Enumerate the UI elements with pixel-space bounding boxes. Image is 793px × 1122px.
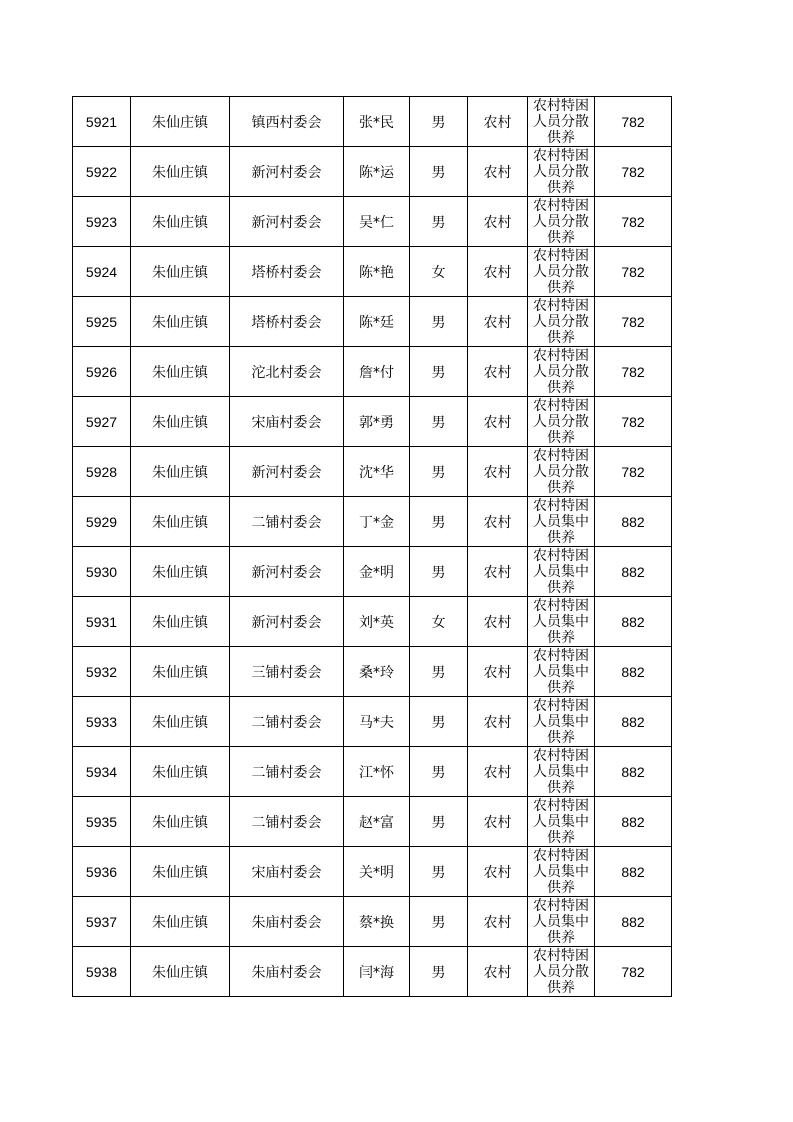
- cell-type: 农村: [468, 147, 528, 197]
- cell-town: 朱仙庄镇: [131, 97, 230, 147]
- cell-town: 朱仙庄镇: [131, 147, 230, 197]
- cell-category: [528, 97, 595, 147]
- cell-amount: 882: [595, 547, 672, 597]
- cell-gender: 男: [410, 347, 468, 397]
- cell-name: 桑*玲: [344, 647, 410, 697]
- cell-gender: 男: [410, 297, 468, 347]
- cell-gender: 男: [410, 447, 468, 497]
- table-row: [73, 347, 672, 397]
- table-row: [73, 247, 672, 297]
- cell-gender: 男: [410, 497, 468, 547]
- cell-name: 沈*华: [344, 447, 410, 497]
- cell-category: [528, 297, 595, 347]
- category-text: 农村特困人员集中供养: [533, 648, 589, 696]
- cell-name: 陈*艳: [344, 247, 410, 297]
- cell-id: 5931: [73, 597, 131, 647]
- cell-name: 江*怀: [344, 747, 410, 797]
- cell-name: 陈*廷: [344, 297, 410, 347]
- cell-type: 农村: [468, 747, 528, 797]
- category-text: 农村特困人员集中供养: [533, 798, 589, 846]
- cell-category: [528, 247, 595, 297]
- cell-gender: 男: [410, 697, 468, 747]
- table-row: [73, 547, 672, 597]
- cell-town: 朱仙庄镇: [131, 647, 230, 697]
- cell-type: 农村: [468, 297, 528, 347]
- cell-gender: 女: [410, 247, 468, 297]
- cell-type: 农村: [468, 697, 528, 747]
- cell-town: 朱仙庄镇: [131, 597, 230, 647]
- table-row: [73, 747, 672, 797]
- cell-amount: 782: [595, 347, 672, 397]
- cell-id: 5928: [73, 447, 131, 497]
- cell-town: 朱仙庄镇: [131, 747, 230, 797]
- cell-amount: 782: [595, 397, 672, 447]
- cell-type: 农村: [468, 397, 528, 447]
- cell-category: [528, 547, 595, 597]
- cell-id: 5923: [73, 197, 131, 247]
- cell-category: [528, 197, 595, 247]
- cell-name: 闫*海: [344, 947, 410, 997]
- cell-type: 农村: [468, 497, 528, 547]
- table-row: [73, 397, 672, 447]
- cell-type: 农村: [468, 97, 528, 147]
- table-row: [73, 847, 672, 897]
- cell-town: 朱仙庄镇: [131, 847, 230, 897]
- cell-name: 刘*英: [344, 597, 410, 647]
- cell-village: 二铺村委会: [230, 797, 344, 847]
- category-text: 农村特困人员集中供养: [533, 698, 589, 746]
- table-body: [73, 97, 672, 997]
- cell-category: [528, 397, 595, 447]
- cell-village: 朱庙村委会: [230, 897, 344, 947]
- cell-gender: 男: [410, 197, 468, 247]
- cell-amount: 882: [595, 847, 672, 897]
- cell-category: [528, 347, 595, 397]
- cell-type: 农村: [468, 647, 528, 697]
- cell-village: 二铺村委会: [230, 747, 344, 797]
- cell-village: 新河村委会: [230, 447, 344, 497]
- category-text: 农村特困人员集中供养: [533, 498, 589, 546]
- cell-amount: 782: [595, 297, 672, 347]
- category-text: 农村特困人员集中供养: [533, 848, 589, 896]
- cell-gender: 男: [410, 547, 468, 597]
- cell-amount: 782: [595, 247, 672, 297]
- cell-town: 朱仙庄镇: [131, 497, 230, 547]
- cell-name: 陈*运: [344, 147, 410, 197]
- cell-id: 5925: [73, 297, 131, 347]
- cell-gender: 男: [410, 397, 468, 447]
- cell-amount: 782: [595, 447, 672, 497]
- cell-village: 三铺村委会: [230, 647, 344, 697]
- cell-type: 农村: [468, 947, 528, 997]
- cell-gender: 男: [410, 897, 468, 947]
- cell-category: [528, 747, 595, 797]
- cell-name: 丁*金: [344, 497, 410, 547]
- cell-village: 塔桥村委会: [230, 297, 344, 347]
- cell-name: 郭*勇: [344, 397, 410, 447]
- table-row: [73, 297, 672, 347]
- cell-town: 朱仙庄镇: [131, 247, 230, 297]
- cell-id: 5933: [73, 697, 131, 747]
- cell-village: 塔桥村委会: [230, 247, 344, 297]
- table-row: [73, 697, 672, 747]
- cell-village: 宋庙村委会: [230, 397, 344, 447]
- cell-id: 5929: [73, 497, 131, 547]
- cell-id: 5922: [73, 147, 131, 197]
- cell-amount: 782: [595, 947, 672, 997]
- cell-id: 5937: [73, 897, 131, 947]
- cell-amount: 882: [595, 597, 672, 647]
- category-text: 农村特困人员分散供养: [533, 198, 589, 246]
- cell-amount: 882: [595, 697, 672, 747]
- cell-town: 朱仙庄镇: [131, 297, 230, 347]
- cell-amount: 882: [595, 797, 672, 847]
- cell-gender: 男: [410, 947, 468, 997]
- cell-name: 蔡*换: [344, 897, 410, 947]
- cell-category: [528, 647, 595, 697]
- category-text: 农村特困人员分散供养: [533, 348, 589, 396]
- cell-town: 朱仙庄镇: [131, 347, 230, 397]
- cell-town: 朱仙庄镇: [131, 547, 230, 597]
- cell-village: 宋庙村委会: [230, 847, 344, 897]
- cell-gender: 男: [410, 147, 468, 197]
- table-row: [73, 197, 672, 247]
- table-row: [73, 147, 672, 197]
- cell-town: 朱仙庄镇: [131, 697, 230, 747]
- cell-category: [528, 847, 595, 897]
- cell-gender: 男: [410, 847, 468, 897]
- cell-town: 朱仙庄镇: [131, 397, 230, 447]
- cell-type: 农村: [468, 197, 528, 247]
- cell-id: 5934: [73, 747, 131, 797]
- cell-amount: 782: [595, 97, 672, 147]
- cell-id: 5926: [73, 347, 131, 397]
- cell-village: 沱北村委会: [230, 347, 344, 397]
- cell-village: 新河村委会: [230, 197, 344, 247]
- table-row: [73, 797, 672, 847]
- cell-id: 5921: [73, 97, 131, 147]
- table-row: [73, 947, 672, 997]
- cell-name: 张*民: [344, 97, 410, 147]
- cell-amount: 782: [595, 197, 672, 247]
- cell-type: 农村: [468, 797, 528, 847]
- cell-amount: 882: [595, 897, 672, 947]
- cell-name: 詹*付: [344, 347, 410, 397]
- cell-id: 5930: [73, 547, 131, 597]
- category-text: 农村特困人员分散供养: [533, 398, 589, 446]
- cell-name: 吴*仁: [344, 197, 410, 247]
- cell-type: 农村: [468, 547, 528, 597]
- table-row: [73, 447, 672, 497]
- cell-town: 朱仙庄镇: [131, 797, 230, 847]
- cell-name: 金*明: [344, 547, 410, 597]
- category-text: 农村特困人员分散供养: [533, 98, 589, 146]
- cell-village: 二铺村委会: [230, 497, 344, 547]
- cell-category: [528, 147, 595, 197]
- cell-village: 新河村委会: [230, 597, 344, 647]
- category-text: 农村特困人员集中供养: [533, 548, 589, 596]
- cell-type: 农村: [468, 347, 528, 397]
- cell-id: 5938: [73, 947, 131, 997]
- cell-town: 朱仙庄镇: [131, 947, 230, 997]
- category-text: 农村特困人员集中供养: [533, 748, 589, 796]
- cell-town: 朱仙庄镇: [131, 897, 230, 947]
- cell-id: 5927: [73, 397, 131, 447]
- cell-amount: 882: [595, 647, 672, 697]
- category-text: 农村特困人员分散供养: [533, 948, 589, 996]
- category-text: 农村特困人员集中供养: [533, 598, 589, 646]
- cell-name: 赵*富: [344, 797, 410, 847]
- cell-id: 5936: [73, 847, 131, 897]
- cell-category: [528, 447, 595, 497]
- cell-category: [528, 897, 595, 947]
- cell-id: 5932: [73, 647, 131, 697]
- cell-gender: 女: [410, 597, 468, 647]
- cell-village: 二铺村委会: [230, 697, 344, 747]
- cell-category: [528, 497, 595, 547]
- category-text: 农村特困人员集中供养: [533, 898, 589, 946]
- cell-category: [528, 697, 595, 747]
- cell-category: [528, 947, 595, 997]
- table-row: [73, 97, 672, 147]
- cell-town: 朱仙庄镇: [131, 447, 230, 497]
- records-table: [72, 96, 672, 997]
- category-text: 农村特困人员分散供养: [533, 148, 589, 196]
- table-row: [73, 597, 672, 647]
- cell-amount: 882: [595, 747, 672, 797]
- cell-village: 新河村委会: [230, 147, 344, 197]
- cell-village: 朱庙村委会: [230, 947, 344, 997]
- cell-village: 新河村委会: [230, 547, 344, 597]
- cell-type: 农村: [468, 447, 528, 497]
- cell-type: 农村: [468, 897, 528, 947]
- category-text: 农村特困人员分散供养: [533, 298, 589, 346]
- cell-gender: 男: [410, 647, 468, 697]
- table-row: [73, 497, 672, 547]
- cell-type: 农村: [468, 597, 528, 647]
- cell-town: 朱仙庄镇: [131, 197, 230, 247]
- cell-type: 农村: [468, 247, 528, 297]
- cell-amount: 782: [595, 147, 672, 197]
- cell-id: 5935: [73, 797, 131, 847]
- cell-gender: 男: [410, 797, 468, 847]
- category-text: 农村特困人员分散供养: [533, 448, 589, 496]
- cell-type: 农村: [468, 847, 528, 897]
- cell-amount: 882: [595, 497, 672, 547]
- cell-category: [528, 797, 595, 847]
- cell-id: 5924: [73, 247, 131, 297]
- cell-name: 马*夫: [344, 697, 410, 747]
- cell-category: [528, 597, 595, 647]
- cell-name: 关*明: [344, 847, 410, 897]
- table-row: [73, 897, 672, 947]
- table-row: [73, 647, 672, 697]
- cell-gender: 男: [410, 97, 468, 147]
- cell-village: 镇西村委会: [230, 97, 344, 147]
- category-text: 农村特困人员分散供养: [533, 248, 589, 296]
- cell-gender: 男: [410, 747, 468, 797]
